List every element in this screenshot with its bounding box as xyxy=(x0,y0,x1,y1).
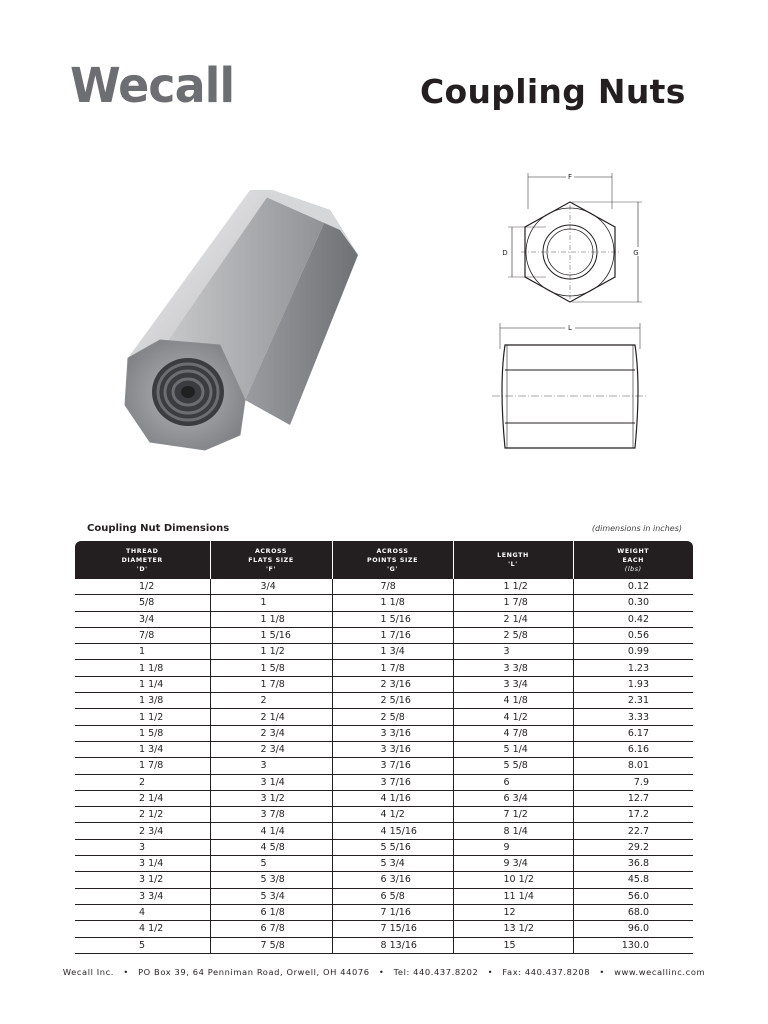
cell-length: 8 1/4 xyxy=(453,823,573,839)
brand-logo: Wecall xyxy=(70,56,235,114)
cell-across-flats: 2 1/4 xyxy=(210,709,332,725)
cell-length: 9 xyxy=(453,839,573,855)
dimension-label-g: G xyxy=(633,249,639,257)
footer xyxy=(0,967,768,977)
cell-thread-diameter: 5/8 xyxy=(75,595,210,611)
cell-thread-diameter: 1 1/2 xyxy=(75,709,210,725)
dimension-diagram xyxy=(488,165,648,465)
cell-across-flats: 5 xyxy=(210,856,332,872)
cell-across-flats: 5 3/4 xyxy=(210,888,332,904)
dimension-label-l: L xyxy=(568,324,572,332)
table-row xyxy=(75,627,693,643)
cell-across-points: 3 7/16 xyxy=(332,774,453,790)
footer-company: Wecall Inc. xyxy=(62,967,115,977)
cell-across-points: 7 15/16 xyxy=(332,921,453,937)
cell-weight: 7.9 xyxy=(573,774,693,790)
table-row xyxy=(75,872,693,888)
cell-weight: 0.42 xyxy=(573,611,693,627)
cell-across-points: 2 5/16 xyxy=(332,693,453,709)
table-row xyxy=(75,693,693,709)
cell-thread-diameter: 3 1/2 xyxy=(75,872,210,888)
cell-weight: 68.0 xyxy=(573,904,693,920)
table-body xyxy=(75,579,693,953)
cell-weight: 0.56 xyxy=(573,627,693,643)
footer-separator: • xyxy=(599,967,605,977)
cell-weight: 0.12 xyxy=(573,579,693,595)
cell-across-flats: 1 5/16 xyxy=(210,627,332,643)
cell-thread-diameter: 3/4 xyxy=(75,611,210,627)
cell-across-points: 4 1/16 xyxy=(332,790,453,806)
cell-thread-diameter: 2 xyxy=(75,774,210,790)
table-row xyxy=(75,741,693,757)
footer-website-link[interactable]: www.wecallinc.com xyxy=(614,967,706,977)
cell-across-points: 6 3/16 xyxy=(332,872,453,888)
table-row xyxy=(75,676,693,692)
cell-weight: 1.23 xyxy=(573,660,693,676)
footer-fax: Fax: 440.437.8208 xyxy=(502,967,591,977)
table-row xyxy=(75,937,693,953)
table-row xyxy=(75,774,693,790)
cell-thread-diameter: 3 1/4 xyxy=(75,856,210,872)
cell-length: 10 1/2 xyxy=(453,872,573,888)
cell-weight: 12.7 xyxy=(573,790,693,806)
cell-across-flats: 2 3/4 xyxy=(210,741,332,757)
cell-weight: 6.17 xyxy=(573,725,693,741)
table-row xyxy=(75,921,693,937)
cell-across-flats: 1 1/8 xyxy=(210,611,332,627)
cell-length: 9 3/4 xyxy=(453,856,573,872)
cell-weight: 96.0 xyxy=(573,921,693,937)
cell-across-flats: 3 xyxy=(210,758,332,774)
cell-across-flats: 6 1/8 xyxy=(210,904,332,920)
cell-across-flats: 3 7/8 xyxy=(210,807,332,823)
cell-weight: 0.30 xyxy=(573,595,693,611)
column-header-across-flats: ACROSS FLATS SIZE 'F' xyxy=(210,541,332,579)
table-row xyxy=(75,807,693,823)
cell-length: 2 5/8 xyxy=(453,627,573,643)
table-row xyxy=(75,579,693,595)
cell-thread-diameter: 1 5/8 xyxy=(75,725,210,741)
table-row xyxy=(75,856,693,872)
cell-weight: 29.2 xyxy=(573,839,693,855)
column-header-thread-diameter: THREAD DIAMETER 'D' xyxy=(75,541,210,579)
dimension-label-d: D xyxy=(502,249,508,257)
page-title: Coupling Nuts xyxy=(420,72,686,111)
cell-length: 3 xyxy=(453,644,573,660)
cell-length: 4 7/8 xyxy=(453,725,573,741)
cell-across-flats: 3 1/4 xyxy=(210,774,332,790)
cell-across-points: 1 5/16 xyxy=(332,611,453,627)
footer-separator: • xyxy=(378,967,385,977)
table-row xyxy=(75,888,693,904)
cell-length: 13 1/2 xyxy=(453,921,573,937)
table-row xyxy=(75,758,693,774)
cell-weight: 0.99 xyxy=(573,644,693,660)
cell-thread-diameter: 2 1/2 xyxy=(75,807,210,823)
cell-length: 11 1/4 xyxy=(453,888,573,904)
cell-across-points: 3 3/16 xyxy=(332,741,453,757)
table-row xyxy=(75,660,693,676)
cell-thread-diameter: 3 xyxy=(75,839,210,855)
cell-thread-diameter: 1/2 xyxy=(75,579,210,595)
cell-thread-diameter: 1 1/4 xyxy=(75,676,210,692)
cell-across-points: 3 3/16 xyxy=(332,725,453,741)
cell-weight: 56.0 xyxy=(573,888,693,904)
cell-across-points: 2 3/16 xyxy=(332,676,453,692)
cell-across-flats: 1 7/8 xyxy=(210,676,332,692)
table-row xyxy=(75,595,693,611)
table-heading: Coupling Nut Dimensions xyxy=(87,523,230,534)
dimensions-table xyxy=(75,541,693,954)
footer-telephone: Tel: 440.437.8202 xyxy=(393,967,479,977)
footer-address: PO Box 39, 64 Penniman Road, Orwell, OH 44076 xyxy=(138,967,370,977)
cell-across-points: 1 3/4 xyxy=(332,644,453,660)
cell-length: 1 7/8 xyxy=(453,595,573,611)
cell-weight: 22.7 xyxy=(573,823,693,839)
cell-weight: 17.2 xyxy=(573,807,693,823)
cell-across-points: 8 13/16 xyxy=(332,937,453,953)
cell-across-flats: 3/4 xyxy=(210,579,332,595)
dimension-label-f: F xyxy=(567,173,573,181)
cell-across-flats: 4 1/4 xyxy=(210,823,332,839)
cell-across-points: 3 7/16 xyxy=(332,758,453,774)
cell-across-flats: 4 5/8 xyxy=(210,839,332,855)
cell-length: 4 1/8 xyxy=(453,693,573,709)
table-row xyxy=(75,644,693,660)
cell-length: 4 1/2 xyxy=(453,709,573,725)
cell-across-flats: 1 5/8 xyxy=(210,660,332,676)
cell-thread-diameter: 4 1/2 xyxy=(75,921,210,937)
cell-across-points: 1 7/16 xyxy=(332,627,453,643)
cell-length: 2 1/4 xyxy=(453,611,573,627)
cell-across-points: 6 5/8 xyxy=(332,888,453,904)
cell-length: 15 xyxy=(453,937,573,953)
cell-thread-diameter: 1 7/8 xyxy=(75,758,210,774)
cell-across-flats: 1 xyxy=(210,595,332,611)
table-row xyxy=(75,823,693,839)
cell-weight: 1.93 xyxy=(573,676,693,692)
cell-thread-diameter: 7/8 xyxy=(75,627,210,643)
cell-length: 6 xyxy=(453,774,573,790)
cell-across-flats: 1 1/2 xyxy=(210,644,332,660)
table-row xyxy=(75,611,693,627)
cell-thread-diameter: 1 1/8 xyxy=(75,660,210,676)
cell-across-points: 4 1/2 xyxy=(332,807,453,823)
cell-length: 3 3/4 xyxy=(453,676,573,692)
cell-across-points: 2 5/8 xyxy=(332,709,453,725)
cell-thread-diameter: 1 xyxy=(75,644,210,660)
cell-length: 5 1/4 xyxy=(453,741,573,757)
cell-across-flats: 7 5/8 xyxy=(210,937,332,953)
column-header-across-points: ACROSS POINTS SIZE 'G' xyxy=(332,541,453,579)
cell-across-flats: 2 3/4 xyxy=(210,725,332,741)
table-row xyxy=(75,790,693,806)
cell-weight: 6.16 xyxy=(573,741,693,757)
cell-length: 5 5/8 xyxy=(453,758,573,774)
column-header-length: LENGTH 'L' xyxy=(453,541,573,579)
cell-weight: 8.01 xyxy=(573,758,693,774)
cell-across-points: 4 15/16 xyxy=(332,823,453,839)
cell-length: 1 1/2 xyxy=(453,579,573,595)
cell-across-points: 5 3/4 xyxy=(332,856,453,872)
cell-thread-diameter: 2 1/4 xyxy=(75,790,210,806)
cell-across-flats: 2 xyxy=(210,693,332,709)
cell-length: 7 1/2 xyxy=(453,807,573,823)
cell-thread-diameter: 2 3/4 xyxy=(75,823,210,839)
column-header-weight: WEIGHT EACH (lbs) xyxy=(573,541,693,579)
cell-weight: 45.8 xyxy=(573,872,693,888)
cell-across-flats: 3 1/2 xyxy=(210,790,332,806)
cell-weight: 36.8 xyxy=(573,856,693,872)
footer-separator: • xyxy=(487,967,494,977)
cell-across-points: 1 1/8 xyxy=(332,595,453,611)
cell-across-flats: 5 3/8 xyxy=(210,872,332,888)
coupling-nut-photo xyxy=(100,160,390,500)
cell-thread-diameter: 5 xyxy=(75,937,210,953)
cell-thread-diameter: 3 3/4 xyxy=(75,888,210,904)
cell-across-points: 5 5/16 xyxy=(332,839,453,855)
cell-weight: 3.33 xyxy=(573,709,693,725)
cell-across-points: 1 7/8 xyxy=(332,660,453,676)
table-row xyxy=(75,839,693,855)
cell-across-points: 7/8 xyxy=(332,579,453,595)
table-row xyxy=(75,709,693,725)
cell-length: 12 xyxy=(453,904,573,920)
cell-length: 6 3/4 xyxy=(453,790,573,806)
cell-across-flats: 6 7/8 xyxy=(210,921,332,937)
table-row xyxy=(75,904,693,920)
footer-separator: • xyxy=(123,967,129,977)
cell-thread-diameter: 1 3/8 xyxy=(75,693,210,709)
cell-length: 3 3/8 xyxy=(453,660,573,676)
table-units-note: (dimensions in inches) xyxy=(591,524,682,533)
cell-thread-diameter: 4 xyxy=(75,904,210,920)
cell-weight: 2.31 xyxy=(573,693,693,709)
cell-across-points: 7 1/16 xyxy=(332,904,453,920)
cell-thread-diameter: 1 3/4 xyxy=(75,741,210,757)
cell-weight: 130.0 xyxy=(573,937,693,953)
table-row xyxy=(75,725,693,741)
